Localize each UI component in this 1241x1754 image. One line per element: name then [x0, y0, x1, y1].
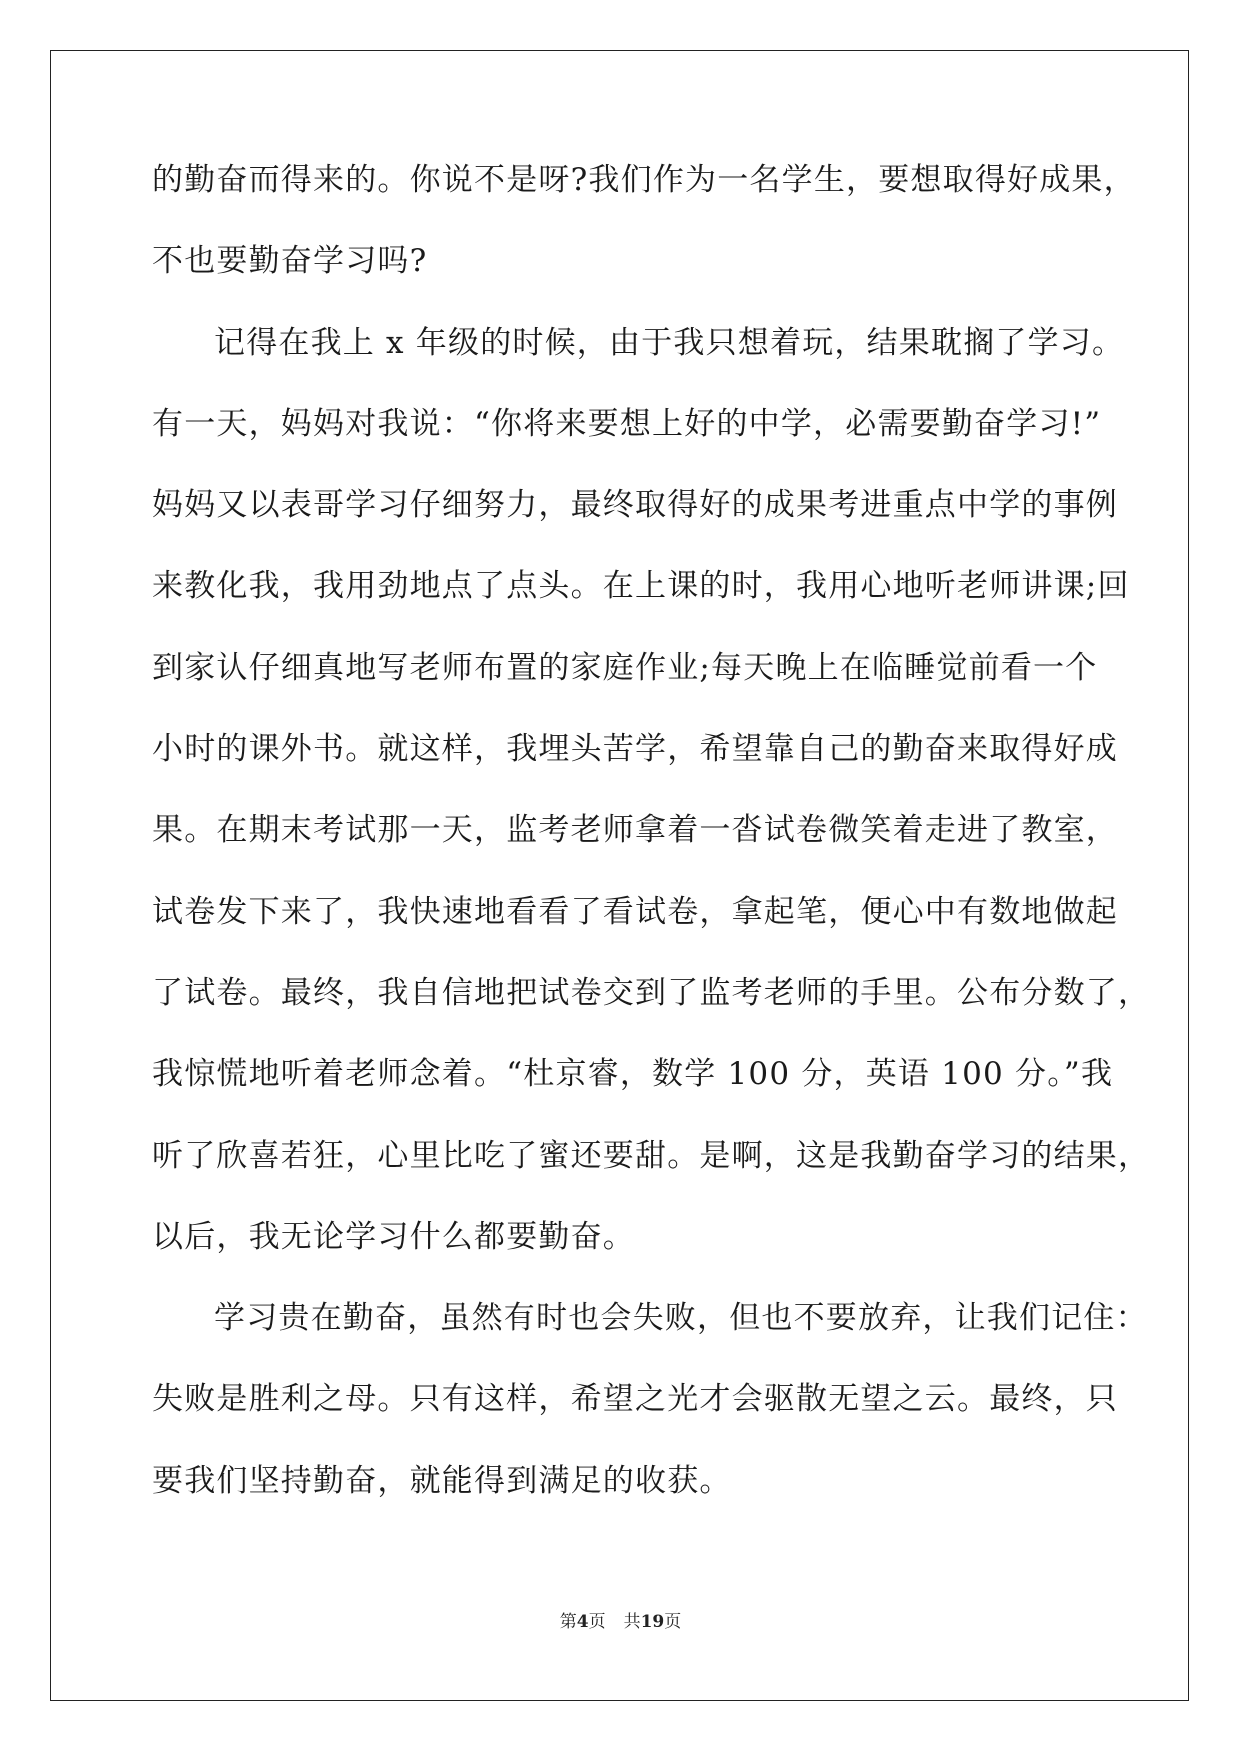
text-line: 了试卷。最终，我自信地把试卷交到了监考老师的手里。公布分数了，	[152, 974, 1151, 1011]
document-body	[152, 162, 1151, 1547]
total-pages: 19	[640, 1612, 665, 1632]
text-line: 小时的课外书。就这样，我埋头苦学，希望靠自己的勤奋来取得好成	[152, 731, 1118, 768]
page-number: 4	[576, 1612, 589, 1632]
text-line: 要我们坚持勤奋，就能得到满足的收获。	[152, 1462, 732, 1499]
paragraph-start-line: 学习贵在勤奋，虽然有时也会失败，但也不要放弃，让我们记住：	[214, 1300, 1148, 1337]
total-prefix: 共	[623, 1612, 641, 1632]
text-line: 以后，我无论学习什么都要勤奋。	[152, 1218, 635, 1255]
page-prefix: 第	[559, 1612, 577, 1632]
text-line: 试卷发下来了，我快速地看看了看试卷，拿起笔，便心中有数地做起	[152, 893, 1118, 930]
page-suffix: 页	[588, 1612, 606, 1632]
text-line: 失败是胜利之母。只有这样，希望之光才会驱散无望之云。最终，只	[152, 1381, 1118, 1418]
text-line: 妈妈又以表哥学习仔细努力，最终取得好的成果考进重点中学的事例	[152, 487, 1118, 524]
text-line: 不也要勤奋学习吗?	[152, 243, 428, 280]
text-line: 到家认仔细真地写老师布置的家庭作业;每天晚上在临睡觉前看一个	[152, 649, 1098, 686]
text-line: 有一天，妈妈对我说：“你将来要想上好的中学，必需要勤奋学习!”	[152, 405, 1102, 442]
text-line: 果。在期末考试那一天，监考老师拿着一沓试卷微笑着走进了教室，	[152, 812, 1118, 849]
text-line: 听了欣喜若狂，心里比吃了蜜还要甜。是啊，这是我勤奋学习的结果，	[152, 1137, 1151, 1174]
text-line: 我惊慌地听着老师念着。“杜京睿，数学 100 分，英语 100 分。”我	[152, 1056, 1114, 1093]
text-line: 来教化我，我用劲地点了点头。在上课的时，我用心地听老师讲课;回	[152, 568, 1130, 605]
page-footer	[0, 1607, 1241, 1632]
text-line: 的勤奋而得来的。你说不是呀?我们作为一名学生，要想取得好成果，	[152, 162, 1136, 198]
paragraph-start-line: 记得在我上 x 年级的时候，由于我只想着玩，结果耽搁了学习。	[214, 324, 1125, 361]
total-suffix: 页	[664, 1612, 682, 1632]
